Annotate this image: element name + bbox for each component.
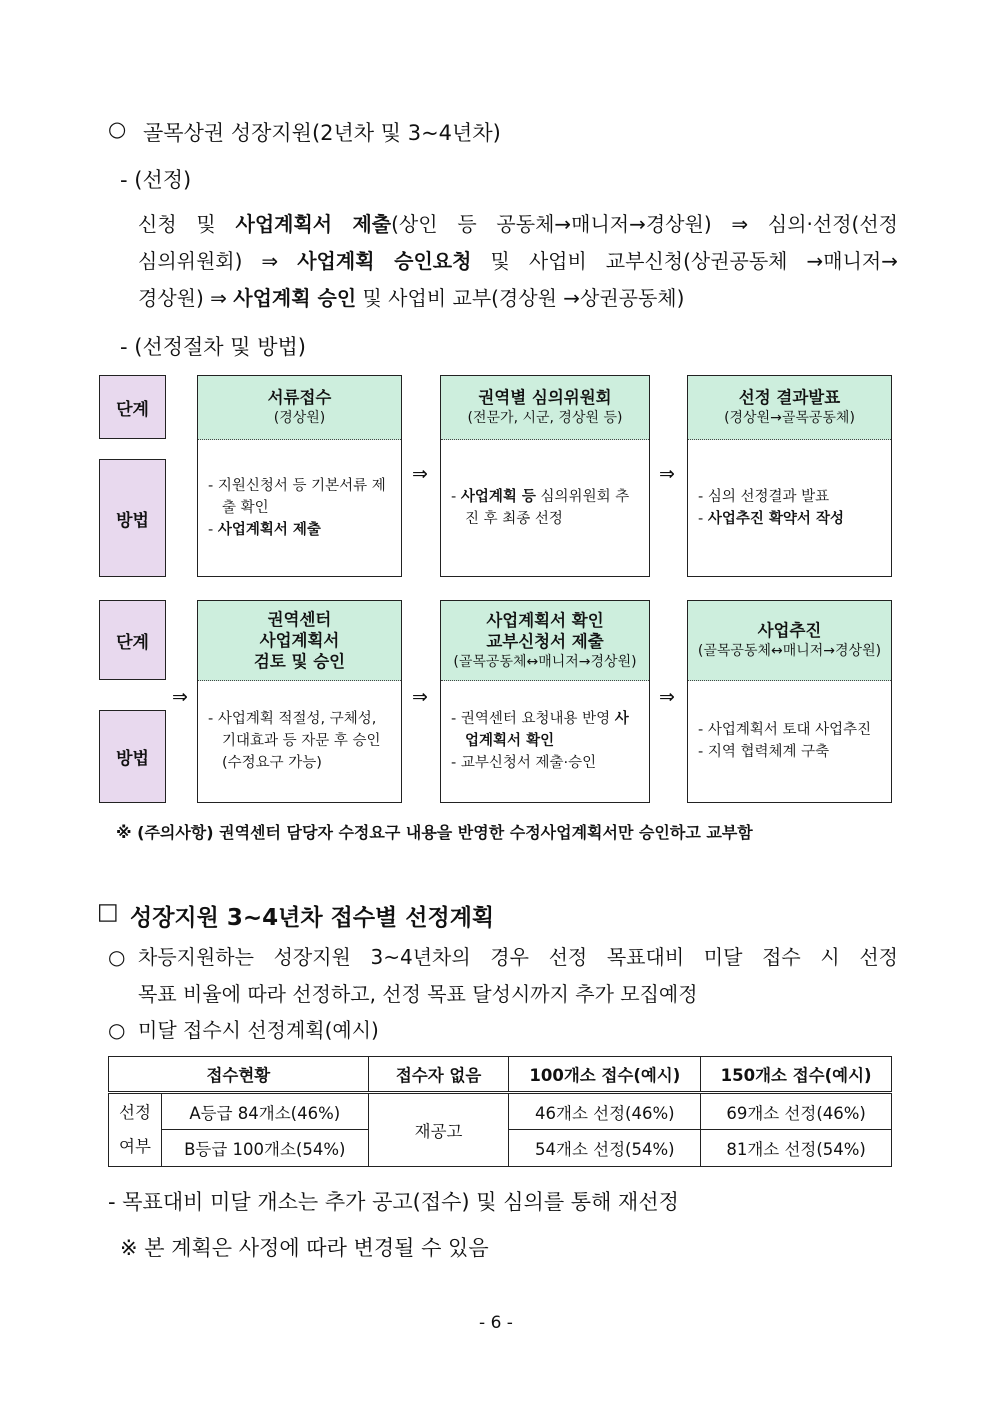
flow-step-subtitle: (전문가, 시군, 경상원 등) (467, 410, 623, 426)
flow-step-card (440, 600, 650, 803)
flow-arrow-icon: ⇒ (412, 686, 428, 708)
flow-step-title: 사업계획서 확인 (486, 610, 604, 630)
selection-label: - (선정) (120, 168, 192, 192)
flow-label-method: 방법 (99, 710, 166, 803)
flow-arrow-icon: ⇒ (659, 686, 675, 708)
header-150: 150개소 접수(예시) (701, 1057, 892, 1093)
method-item: - 권역센터 요청내용 반영 사업계획서 확인 (451, 711, 629, 749)
flow-step-subtitle: (골목공동체↔매니저→경상원) (697, 643, 882, 659)
grade-b: B등급 100개소(54%) (161, 1130, 368, 1167)
shortfall-line-1: 차등지원하는 성장지원 3~4년차의 경우 선정 목표대비 미달 접수 시 선정 (138, 945, 898, 969)
flow-step-method (688, 681, 891, 801)
flow-step-title: 사업계획서 (259, 631, 340, 650)
flow-arrow-icon: ⇒ (659, 463, 675, 485)
flow-step-method (441, 440, 649, 575)
method-run: 사업계획서 제출 (217, 521, 321, 538)
paragraph-line (138, 280, 898, 317)
footer-note-2: ※ 본 계획은 사정에 따라 변경될 수 있음 (120, 1236, 489, 1260)
grade-a: A등급 84개소(46%) (161, 1093, 368, 1130)
paragraph-line (138, 206, 898, 243)
method-item: - 교부신청서 제출·승인 (451, 755, 597, 771)
flow-step-method (441, 681, 649, 801)
method-run: 교부신청서 제출·승인 (460, 755, 597, 771)
flow-step-card (687, 600, 892, 803)
paragraph-run: 심의위원회) ⇒ (138, 249, 298, 273)
selection-paragraph (138, 206, 898, 317)
method-run: 사업계획 등 (460, 488, 536, 505)
none-cell: 재공고 (368, 1093, 509, 1167)
row-head-line-1: 선정 (119, 1103, 151, 1122)
header-100: 100개소 접수(예시) (509, 1057, 701, 1093)
paragraph-line (138, 243, 898, 280)
method-run: 지원신청서 등 기본서류 제출 확인 (217, 477, 386, 516)
flow-arrow-icon: ⇒ (172, 686, 188, 708)
method-run: 사업계획서 확인 (465, 711, 629, 749)
flow-step-title: 검토 및 승인 (253, 652, 346, 671)
caution-note: ※ (주의사항) 권역센터 담당자 수정요구 내용을 반영한 수정사업계획서만 승인하고 교부함 (116, 823, 753, 842)
section-box-icon: □ (97, 899, 119, 925)
flow-step-header (441, 376, 649, 440)
cell-a-100: 46개소 선정(46%) (509, 1093, 701, 1130)
footer-note-1: - 목표대비 미달 개소는 추가 공고(접수) 및 심의를 통해 재선정 (108, 1190, 679, 1214)
flow-step-header (198, 601, 401, 681)
row-head (109, 1093, 162, 1167)
selection-paragraph-lines (138, 206, 898, 317)
section-bullet: ○ (108, 117, 127, 141)
flow-arrow-icon: ⇒ (412, 463, 428, 485)
flow-step-title: 교부신청서 제출 (486, 631, 604, 651)
flow-step-subtitle: (경상원→골목공동체) (724, 410, 855, 426)
flow-step-card (687, 375, 892, 577)
flow-step-header (198, 376, 401, 440)
method-item: - 사업계획 등 심의위원회 추진 후 최종 선정 (451, 488, 630, 527)
shortfall-line-2: 목표 비율에 따라 선정하고, 선정 목표 달성시까지 추가 모집예정 (138, 982, 698, 1006)
cell-a-150: 69개소 선정(46%) (701, 1093, 892, 1130)
method-run: 권역센터 요청내용 반영 (460, 711, 615, 727)
page-number: - 6 - (479, 1313, 513, 1333)
method-item: - 사업계획서 제출 (208, 521, 321, 538)
paragraph-run: 사업계획 승인요청 (297, 249, 472, 273)
paragraph-run: (상인 등 공동체→매니저→경상원) ⇒ 심의·선정(선정 (391, 212, 898, 236)
flow-step-title: 권역별 심의위원회 (478, 388, 612, 407)
method-item: - 지역 협력체계 구축 (698, 744, 830, 760)
paragraph-run: 및 사업비 교부신청(상권공동체 →매니저→ (471, 249, 898, 273)
flow-step-header (688, 601, 891, 681)
method-item: - 사업계획서 토대 사업추진 (698, 722, 872, 738)
table-row (109, 1093, 892, 1130)
cell-b-150: 81개소 선정(54%) (701, 1130, 892, 1167)
section-title: 골목상권 성장지원(2년차 및 3~4년차) (143, 121, 501, 145)
paragraph-run: 경상원) ⇒ (138, 286, 234, 310)
flow-step-header (441, 601, 649, 681)
selection-plan-table (108, 1056, 892, 1167)
method-run: 지역 협력체계 구축 (707, 744, 830, 760)
paragraph-run: 및 사업비 교부(경상원 →상권공동체) (356, 286, 685, 310)
procedure-label: - (선정절차 및 방법) (120, 335, 306, 359)
flow-label-method: 방법 (99, 459, 166, 577)
bullet: ○ (108, 945, 126, 969)
flow-step-subtitle: (경상원) (273, 410, 326, 426)
method-run: 심의위원회 추진 후 최종 선정 (465, 488, 630, 527)
flow-step-method (198, 681, 401, 801)
flow-step-title: 서류접수 (267, 388, 332, 407)
flow-step-card (197, 600, 402, 803)
plan-example-label: 미달 접수시 선정계획(예시) (138, 1018, 379, 1042)
flow-step-method (688, 440, 891, 575)
method-item: - 사업계획 적절성, 구체성, 기대효과 등 자문 후 승인 (수정요구 가능) (208, 711, 381, 771)
flow-step-card (197, 375, 402, 577)
flow-step-title: 사업추진 (757, 621, 822, 640)
shortfall-paragraph (138, 939, 898, 1013)
flow-step-method (198, 440, 401, 575)
section2-title: 성장지원 3~4년차 접수별 선정계획 (130, 905, 495, 931)
cell-b-100: 54개소 선정(54%) (509, 1130, 701, 1167)
flow-step-title: 선정 결과발표 (738, 388, 841, 407)
method-run: 사업계획 적절성, 구체성, 기대효과 등 자문 후 승인 (수정요구 가능) (217, 711, 381, 771)
header-status: 접수현황 (109, 1057, 369, 1093)
method-run: 사업계획서 토대 사업추진 (707, 722, 872, 738)
method-run: 심의 선정결과 발표 (707, 488, 830, 505)
flow-step-title: 권역센터 (267, 610, 332, 629)
bullet: ○ (108, 1018, 126, 1042)
paragraph-run: 사업계획 승인 (233, 286, 357, 310)
flow-step-subtitle: (골목공동체↔매니저→경상원) (453, 653, 637, 670)
method-item: - 심의 선정결과 발표 (698, 488, 830, 505)
paragraph-run: 사업계획서 제출 (235, 212, 392, 236)
paragraph-run: 신청 및 (138, 212, 236, 236)
method-run: 사업추진 확약서 작성 (707, 510, 845, 527)
flow-step-card (440, 375, 650, 577)
header-none: 접수자 없음 (368, 1057, 509, 1093)
method-item: - 사업추진 확약서 작성 (698, 510, 845, 527)
flow-label-step: 단계 (99, 600, 166, 680)
table-header-row (109, 1057, 892, 1093)
row-head-line-2: 여부 (119, 1137, 151, 1156)
flow-label-step: 단계 (99, 375, 166, 439)
flow-step-header (688, 376, 891, 440)
method-item: - 지원신청서 등 기본서류 제출 확인 (208, 477, 386, 516)
